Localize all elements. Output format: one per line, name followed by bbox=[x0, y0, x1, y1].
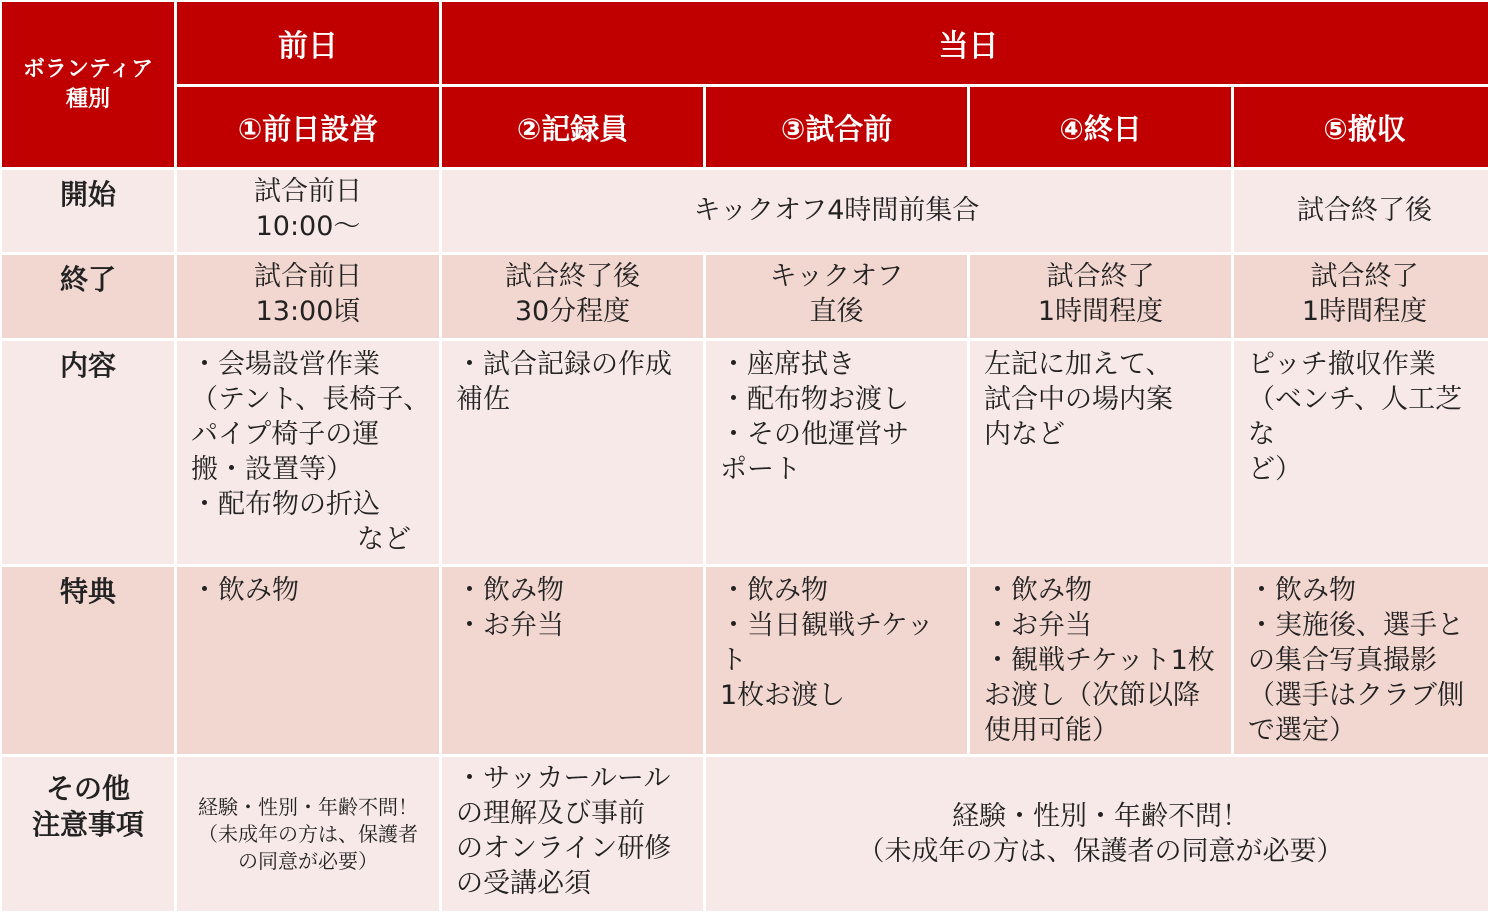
benefits-pregame: ・飲み物 ・当日観戦チケット 1枚お渡し bbox=[706, 567, 967, 754]
benefits-allday: ・飲み物 ・お弁当 ・観戦チケット1枚 お渡し（次節以降 使用可能） bbox=[970, 567, 1231, 754]
match-day-header: 当日 bbox=[442, 2, 1488, 84]
content-recorder: ・試合記録の作成 補佐 bbox=[442, 341, 703, 564]
row-label-start: 開始 bbox=[2, 170, 174, 252]
benefits-setup: ・飲み物 bbox=[177, 567, 439, 754]
start-setup: 試合前日 10:00～ bbox=[177, 170, 439, 252]
row-label-other: その他 注意事項 bbox=[2, 757, 174, 911]
end-teardown: 試合終了 1時間程度 bbox=[1234, 255, 1488, 338]
row-label-end: 終了 bbox=[2, 255, 174, 338]
start-common: キックオフ4時間前集合 bbox=[442, 170, 1231, 252]
content-setup-suffix: など bbox=[357, 524, 411, 556]
end-setup: 試合前日 13:00頃 bbox=[177, 255, 439, 338]
row-label-content: 内容 bbox=[2, 341, 174, 564]
benefits-teardown: ・飲み物 ・実施後、選手と の集合写真撮影 （選手はクラブ側 で選定） bbox=[1234, 567, 1488, 754]
volunteer-type-header: ボランティア 種別 bbox=[2, 2, 174, 167]
other-setup: 経験・性別・年齢不問！ （未成年の方は、保護者 の同意が必要） bbox=[177, 757, 439, 911]
other-recorder: ・サッカールール の理解及び事前 のオンライン研修 の受講必須 bbox=[442, 757, 703, 911]
type-teardown-header: ⑤撤収 bbox=[1234, 87, 1488, 167]
content-setup-text: ・会場設営作業 （テント、長椅子、 パイプ椅子の運 搬・設置等） ・配布物の折込 bbox=[191, 349, 431, 521]
end-recorder: 試合終了後 30分程度 bbox=[442, 255, 703, 338]
content-allday: 左記に加えて、 試合中の場内案 内など bbox=[970, 341, 1231, 564]
type-setup-header: ①前日設営 bbox=[177, 87, 439, 167]
other-common: 経験・性別・年齢不問！ （未成年の方は、保護者の同意が必要） bbox=[706, 757, 1488, 911]
end-allday: 試合終了 1時間程度 bbox=[970, 255, 1231, 338]
type-pregame-header: ③試合前 bbox=[706, 87, 967, 167]
type-recorder-header: ②記録員 bbox=[442, 87, 703, 167]
volunteer-table bbox=[2, 2, 1483, 902]
content-setup bbox=[177, 341, 439, 564]
content-pregame: ・座席拭き ・配布物お渡し ・その他運営サ ポート bbox=[706, 341, 967, 564]
start-teardown: 試合終了後 bbox=[1234, 170, 1488, 252]
type-allday-header: ④終日 bbox=[970, 87, 1231, 167]
content-teardown: ピッチ撤収作業 （ベンチ、人工芝な ど） bbox=[1234, 341, 1488, 564]
row-label-benefits: 特典 bbox=[2, 567, 174, 754]
benefits-recorder: ・飲み物 ・お弁当 bbox=[442, 567, 703, 754]
end-pregame: キックオフ 直後 bbox=[706, 255, 967, 338]
day-before-header: 前日 bbox=[177, 2, 439, 84]
